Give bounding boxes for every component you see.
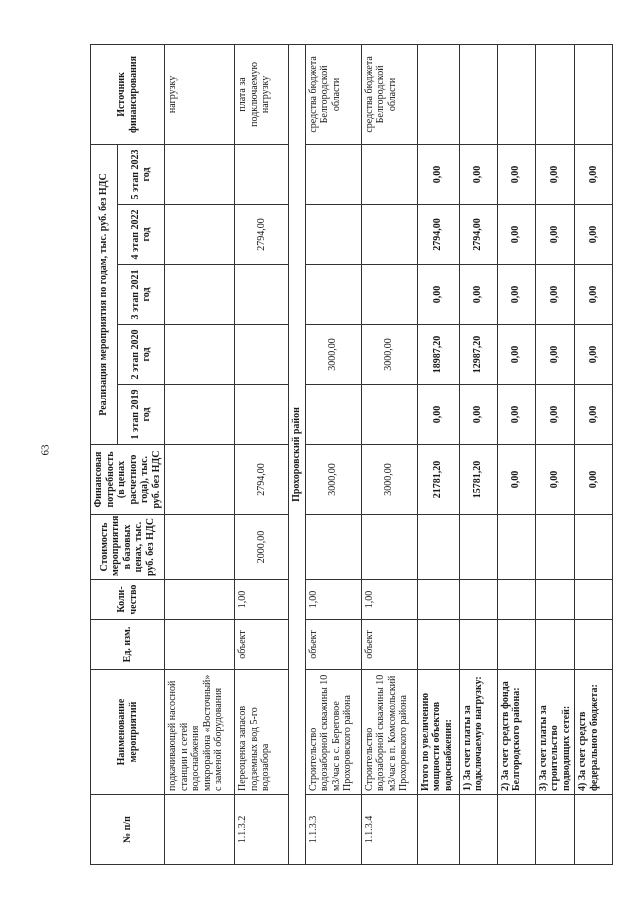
cell-unit — [459, 620, 497, 670]
cell-name: 1) За счет платы за подключаемую нагрузку: — [459, 670, 497, 795]
cell-stage-3: 0,00 — [575, 265, 613, 325]
cell-cost — [575, 515, 613, 580]
cell-num: 1.1.3.3 — [305, 795, 361, 865]
page-number: 63 — [39, 444, 52, 456]
cell-stage-2 — [235, 325, 289, 385]
cell-need: 15781,20 — [459, 445, 497, 515]
cell-need: 21781,20 — [417, 445, 459, 515]
cell-stage-1: 0,00 — [417, 385, 459, 445]
cell-stage-3: 0,00 — [459, 265, 497, 325]
cell-unit — [165, 620, 235, 670]
cell-stage-5 — [165, 144, 235, 204]
cell-qty — [417, 580, 459, 620]
cell-num — [497, 795, 535, 865]
cell-qty — [575, 580, 613, 620]
col-header-realization: Реализация мероприятия по годам, тыс. руб. без НДС — [91, 144, 118, 444]
cell-need: 0,00 — [497, 445, 535, 515]
cell-stage-1 — [361, 385, 417, 445]
cell-qty — [497, 580, 535, 620]
cell-unit: объект — [235, 620, 289, 670]
col-header-name: Наименование мероприятий — [91, 670, 165, 795]
col-header-stage-4: 4 этап 2022 год — [118, 205, 165, 265]
header-row — [91, 44, 118, 864]
cell-cost — [535, 515, 575, 580]
cell-stage-4: 2794,00 — [459, 205, 497, 265]
col-header-stage-2: 2 этап 2020 год — [118, 325, 165, 385]
document-area — [90, 45, 630, 865]
cell-unit: объект — [305, 620, 361, 670]
cell-stage-3: 0,00 — [417, 265, 459, 325]
cell-need: 3000,00 — [305, 445, 361, 515]
cell-stage-4: 0,00 — [575, 205, 613, 265]
col-header-qty: Коли-чество — [91, 580, 165, 620]
table-row — [235, 44, 289, 864]
col-header-cost: Стоимость мероприятия в базовых ценах, тыс. руб. без НДС — [91, 515, 165, 580]
cell-stage-4 — [165, 205, 235, 265]
cell-need: 3000,00 — [361, 445, 417, 515]
col-header-need: Финансовая потребность (в ценах расчетного года), тыс. руб. без НДС — [91, 445, 165, 515]
cell-cost — [305, 515, 361, 580]
cell-stage-3 — [165, 265, 235, 325]
cell-cost — [417, 515, 459, 580]
rotated-table-container — [90, 45, 630, 865]
cell-cost — [497, 515, 535, 580]
col-header-source: Источник финансирования — [91, 44, 165, 144]
cell-source: средства бюджета Белгородской области — [305, 44, 361, 144]
cell-stage-2 — [165, 325, 235, 385]
cell-need: 0,00 — [575, 445, 613, 515]
cell-source — [459, 44, 497, 144]
cell-stage-5: 0,00 — [575, 144, 613, 204]
cell-stage-4: 0,00 — [535, 205, 575, 265]
cell-unit — [497, 620, 535, 670]
cell-cost — [459, 515, 497, 580]
cell-qty: 1,00 — [235, 580, 289, 620]
cell-name: Строительство водозаборной скважины 10 м3/час в п. Комсомольский Прохоровского района — [361, 670, 417, 795]
cell-stage-5 — [235, 144, 289, 204]
cell-unit — [575, 620, 613, 670]
cell-stage-1: 0,00 — [497, 385, 535, 445]
cell-num: 1.1.3.4 — [361, 795, 417, 865]
cell-source: плата за подключаемую нагрузку — [235, 44, 289, 144]
cell-cost — [361, 515, 417, 580]
cell-stage-1 — [305, 385, 361, 445]
cell-cost — [165, 515, 235, 580]
cell-stage-1: 0,00 — [535, 385, 575, 445]
cell-stage-4: 2794,00 — [417, 205, 459, 265]
total-row — [417, 44, 459, 864]
cell-stage-5: 0,00 — [459, 144, 497, 204]
cell-num — [165, 795, 235, 865]
cell-stage-2: 18987,20 — [417, 325, 459, 385]
cell-stage-2: 3000,00 — [361, 325, 417, 385]
cell-stage-1 — [235, 385, 289, 445]
cell-stage-2: 0,00 — [535, 325, 575, 385]
cell-qty: 1,00 — [305, 580, 361, 620]
cell-stage-4 — [305, 205, 361, 265]
total-row — [535, 44, 575, 864]
table-row — [165, 44, 235, 864]
cell-name: Итого по увеличению мощности объектов водоснабжения: — [417, 670, 459, 795]
cell-num — [459, 795, 497, 865]
cell-need — [165, 445, 235, 515]
cell-stage-3 — [235, 265, 289, 325]
cell-name: 2) За счет средств фонда Белгородского района: — [497, 670, 535, 795]
col-header-stage-5: 5 этап 2023 год — [118, 144, 165, 204]
cell-unit: объект — [361, 620, 417, 670]
cell-source: нагрузку — [165, 44, 235, 144]
cell-stage-4: 2794,00 — [235, 205, 289, 265]
cell-name: 4) За счет средств федерального бюджета: — [575, 670, 613, 795]
total-row — [497, 44, 535, 864]
cell-stage-4: 0,00 — [497, 205, 535, 265]
table-row — [305, 44, 361, 864]
table-row — [361, 44, 417, 864]
cell-stage-1: 0,00 — [575, 385, 613, 445]
cell-qty — [535, 580, 575, 620]
cell-qty — [165, 580, 235, 620]
district-heading: Прохоровский район — [289, 44, 306, 864]
cell-num — [417, 795, 459, 865]
col-header-stage-3: 3 этап 2021 год — [118, 265, 165, 325]
cell-source — [497, 44, 535, 144]
district-row — [289, 44, 306, 864]
cell-unit — [535, 620, 575, 670]
cell-unit — [417, 620, 459, 670]
cell-stage-2: 0,00 — [575, 325, 613, 385]
cell-stage-1: 0,00 — [459, 385, 497, 445]
total-row — [459, 44, 497, 864]
cell-stage-5 — [361, 144, 417, 204]
cell-stage-4 — [361, 205, 417, 265]
cell-name: Переоценка запасов подземных вод 5-го водозабора — [235, 670, 289, 795]
cell-source: средства бюджета Белгородской области — [361, 44, 417, 144]
cell-source — [575, 44, 613, 144]
cell-need: 0,00 — [535, 445, 575, 515]
cell-num: 1.1.3.2 — [235, 795, 289, 865]
cell-stage-2: 3000,00 — [305, 325, 361, 385]
cell-stage-5: 0,00 — [497, 144, 535, 204]
cell-source — [535, 44, 575, 144]
cell-source — [417, 44, 459, 144]
cell-name: Строительство водозаборной скважины 10 м3/час в с. Береговое Прохоровского района — [305, 670, 361, 795]
cell-stage-1 — [165, 385, 235, 445]
cell-stage-5: 0,00 — [535, 144, 575, 204]
cell-stage-3 — [361, 265, 417, 325]
cell-stage-2: 0,00 — [497, 325, 535, 385]
cell-cost: 2000,00 — [235, 515, 289, 580]
cell-name: подкачивающей насосной станции и сетей водоснабжения микрорайона «Восточный» с заменой оборудования — [165, 670, 235, 795]
col-header-num: № п/п — [91, 795, 165, 865]
col-header-unit: Ед. изм. — [91, 620, 165, 670]
total-row — [575, 44, 613, 864]
cell-need: 2794,00 — [235, 445, 289, 515]
cell-stage-3 — [305, 265, 361, 325]
col-header-stage-1: 1 этап 2019 год — [118, 385, 165, 445]
cell-qty: 1,00 — [361, 580, 417, 620]
cell-stage-3: 0,00 — [497, 265, 535, 325]
cell-stage-5: 0,00 — [417, 144, 459, 204]
cell-stage-5 — [305, 144, 361, 204]
cell-num — [575, 795, 613, 865]
cell-stage-3: 0,00 — [535, 265, 575, 325]
cell-name: 3) За счет платы за строительство подводящих сетей: — [535, 670, 575, 795]
cell-qty — [459, 580, 497, 620]
cell-num — [535, 795, 575, 865]
investment-table — [90, 44, 613, 865]
cell-stage-2: 12987,20 — [459, 325, 497, 385]
